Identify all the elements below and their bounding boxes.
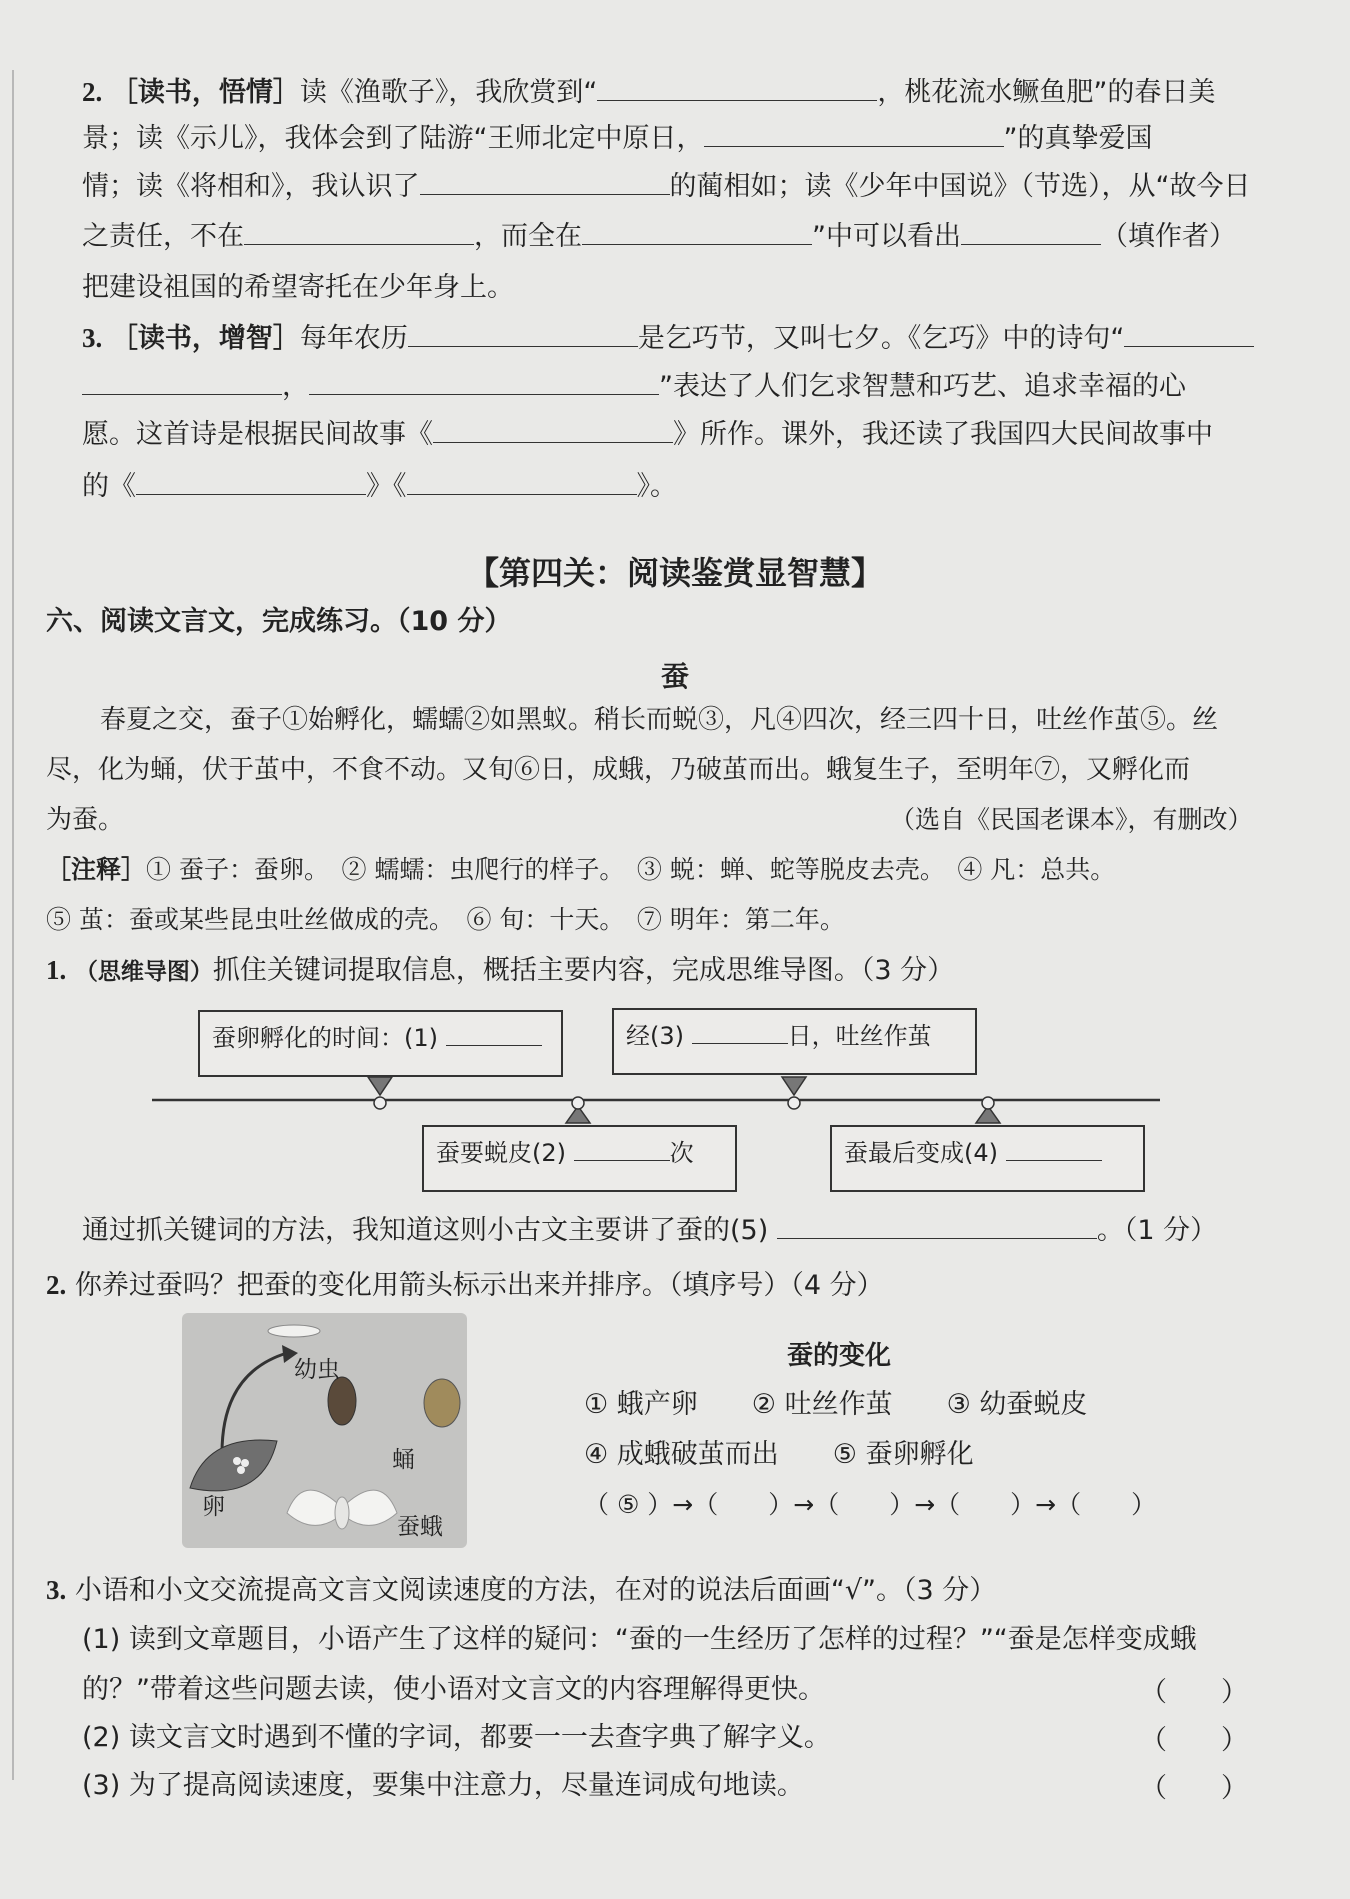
q3-text: 》《 (366, 471, 407, 502)
label-egg: 卵 (202, 1494, 225, 1520)
pointer-down (368, 1077, 392, 1095)
part6-heading: 六、阅读文言文，完成练习。（10 分） (46, 606, 512, 637)
blank[interactable] (446, 1023, 542, 1046)
q3b-question (46, 1570, 996, 1611)
q3-text: ”表达了人们乞求智慧和巧艺、追求幸福的心 (659, 371, 1186, 402)
q2b-number: 2. (46, 1270, 67, 1300)
q3b-number: 3. (46, 1575, 67, 1605)
statement-1a: (1) 读到文章题目，小语产生了这样的疑问：“蚕的一生经历了怎样的过程？”“蚕是怎样变成蛾 (82, 1624, 1197, 1655)
moth-wing-icon (287, 1490, 337, 1525)
q2-text: ，桃花流水鳜鱼肥”的春日美 (877, 77, 1216, 108)
answer-paren-3[interactable]: （ ） (1140, 1773, 1248, 1804)
timeline-node (572, 1097, 584, 1109)
statement-2: (2) 读文言文时遇到不懂的字词，都要一一去查字典了解字义。 (82, 1722, 831, 1753)
answer-paren-1[interactable]: （ ） (1140, 1677, 1248, 1708)
q3-tag: ［读书，增智］ (110, 323, 300, 354)
box-label: 经(3) (626, 1022, 684, 1050)
q2-text: ”中可以看出 (812, 221, 961, 252)
box-label: 次 (669, 1139, 694, 1167)
pointer-down (782, 1077, 806, 1095)
q3-text: 的《 (82, 471, 136, 502)
box-label: 日，吐丝作茧 (787, 1022, 932, 1050)
leaf-icon (190, 1440, 277, 1491)
blank[interactable] (692, 1021, 788, 1044)
blank[interactable] (574, 1138, 670, 1161)
egg-icon (233, 1457, 241, 1465)
mindmap-box-hatch-time (198, 1010, 563, 1077)
blank[interactable] (777, 1210, 1097, 1239)
changes-options-row2: ④ 成蛾破茧而出 ⑤ 蚕卵孵化 (584, 1439, 974, 1470)
passage-line: 尽，化为蛹，伏于茧中，不食不动。又旬⑥日，成蛾，乃破茧而出。蛾复生子，至明年⑦，又孵化而 (46, 755, 1191, 785)
q3-text: 》所作。课外，我还读了我国四大民间故事中 (673, 419, 1213, 450)
q3b-text: 小语和小文交流提高文言文阅读速度的方法，在对的说法后面画“√”。（3 分） (74, 1575, 997, 1606)
mindmap-box-spin-days (612, 1008, 977, 1075)
box-label: 蚕要蜕皮(2) (436, 1139, 566, 1167)
q2-number: 2. (82, 77, 103, 107)
passage-source: （选自《民国老课本》，有删改） (890, 805, 1253, 834)
q3-number: 3. (82, 323, 103, 353)
passage-line: 为蚕。 (46, 805, 125, 835)
cocoon-icon (424, 1379, 460, 1427)
changes-title: 蚕的变化 (787, 1341, 892, 1371)
blank[interactable] (1006, 1138, 1102, 1161)
label-pupa: 蛹 (392, 1447, 415, 1473)
mindmap-box-molts (422, 1125, 737, 1192)
cycle-arrow (222, 1353, 287, 1453)
q2b-text: 你养过蚕吗？把蚕的变化用箭头标示出来并排序。（填序号）（4 分） (74, 1270, 884, 1301)
q2-text: 读《渔歌子》，我欣赏到“ (299, 77, 598, 108)
notes-label: ［注释］ (46, 855, 147, 884)
q2-tag: ［读书，悟情］ (110, 77, 300, 108)
q2-text: 景；读《示儿》，我体会到了陆游“王师北定中原日， (82, 123, 704, 154)
passage-title: 蚕 (660, 660, 689, 693)
mindmap-box-final-form (830, 1125, 1145, 1192)
statement-3: (3) 为了提高阅读速度，要集中注意力，尽量连词成句地读。 (82, 1770, 804, 1801)
mindmap-tag: （思维导图） (74, 959, 213, 985)
passage-line: 春夏之交，蚕子①始孵化，蠕蠕②如黑蚁。稍长而蜕③，凡④四次，经三四十日，吐丝作茧⑤。丝 (100, 705, 1219, 735)
q3-text: 》。 (636, 471, 677, 502)
label-larva: 幼虫 (294, 1357, 340, 1383)
q2-text: 之责任，不在 (82, 221, 244, 252)
mindmap-text: 抓住关键词提取信息，概括主要内容，完成思维导图。（3 分） (212, 955, 955, 986)
larva-icon (268, 1325, 320, 1337)
moth-body-icon (335, 1497, 349, 1529)
timeline-node (374, 1097, 386, 1109)
egg-icon (237, 1466, 245, 1474)
q2b-question (46, 1265, 884, 1306)
q2-text: 把建设祖国的希望寄托在少年身上。 (82, 272, 514, 303)
q2-text: 情；读《将相和》，我认识了 (82, 171, 420, 202)
mindmap-number: 1. (46, 955, 67, 985)
lifecycle-illustration (182, 1313, 467, 1548)
summary-text: 通过抓关键词的方法，我知道这则小古文主要讲了蚕的(5) (82, 1215, 769, 1246)
mindmap-summary (82, 1210, 1217, 1251)
q2-text: （填作者） (1101, 221, 1236, 252)
q3-text: 愿。这首诗是根据民间故事《 (82, 419, 433, 450)
q3-text: 每年农历 (299, 323, 408, 354)
q2-text: ”的真挚爱国 (1003, 123, 1153, 154)
q2-text: ，而全在 (474, 221, 582, 252)
timeline-node (982, 1097, 994, 1109)
label-moth: 蚕蛾 (397, 1514, 443, 1540)
answer-paren-2[interactable]: （ ） (1140, 1725, 1248, 1756)
statement-1b: 的？”带着这些问题去读，使小语对文言文的内容理解得更快。 (82, 1674, 825, 1705)
q3-text: ， (282, 371, 309, 402)
q2-text: 的蔺相如；读《少年中国说》（节选），从“故今日 (669, 171, 1251, 202)
section-title: 【第四关：阅读鉴赏显智慧】 (466, 554, 883, 592)
notes-line2: ⑤ 茧：蚕或某些昆虫吐丝做成的壳。 ⑥ 旬：十天。 ⑦ 明年：第二年。 (46, 905, 845, 934)
changes-options-row1: ① 蛾产卵 ② 吐丝作茧 ③ 幼蚕蜕皮 (584, 1389, 1088, 1420)
summary-text: 。（1 分） (1096, 1215, 1218, 1246)
sequence-answer[interactable]: （ ⑤ ）→（ ）→（ ）→（ ）→（ ） (584, 1490, 1157, 1519)
notes-text: ① 蚕子：蚕卵。 ② 蠕蠕：虫爬行的样子。 ③ 蜕：蝉、蛇等脱皮去壳。 ④ 凡：总共。 (146, 855, 1116, 884)
egg-icon (241, 1459, 249, 1467)
pupa-icon (328, 1377, 356, 1425)
moth-wing-icon (347, 1490, 397, 1525)
timeline-node (788, 1097, 800, 1109)
q3-text: 是乞巧节，又叫七夕。《乞巧》中的诗句“ (637, 323, 1125, 354)
box-label: 蚕卵孵化的时间：(1) (212, 1024, 438, 1052)
box-label: 蚕最后变成(4) (844, 1139, 998, 1167)
